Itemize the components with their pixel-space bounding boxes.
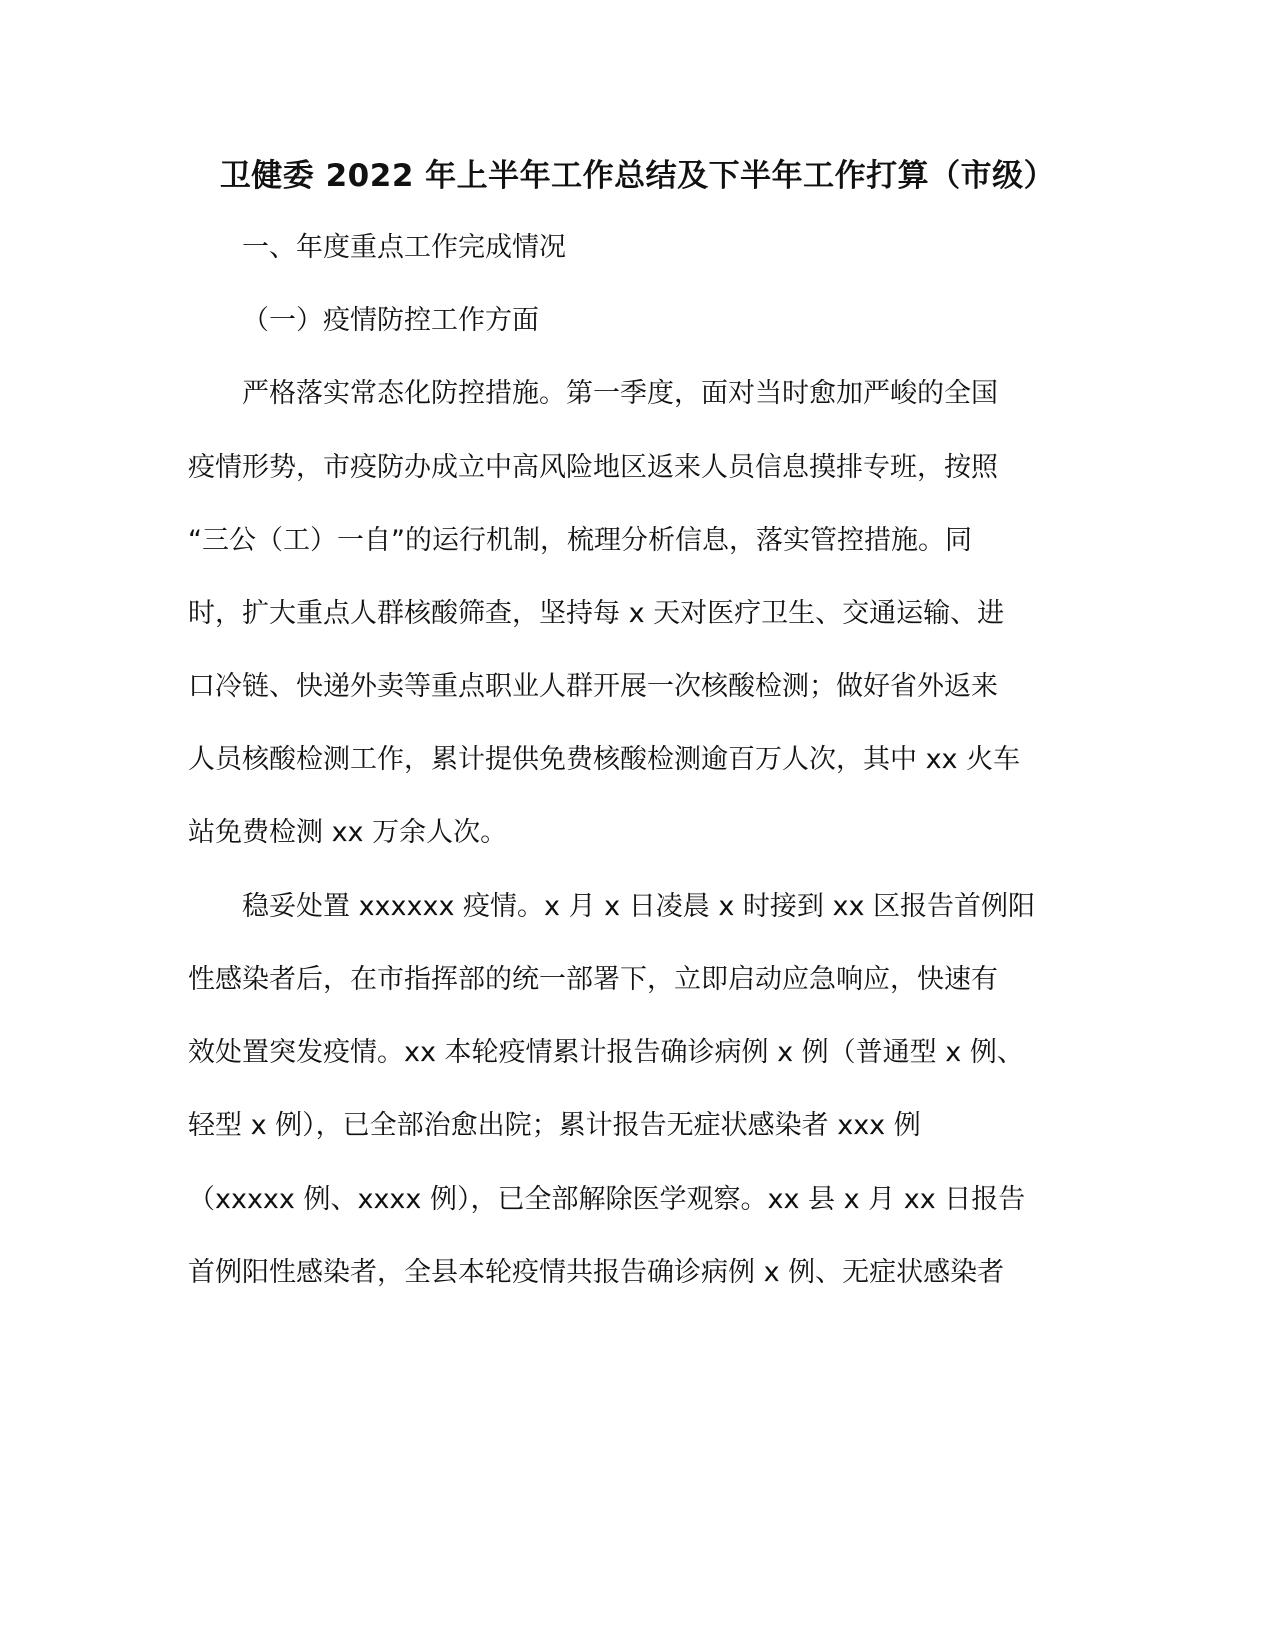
document-title: 卫健委 2022 年上半年工作总结及下半年工作打算（市级） (219, 158, 1056, 194)
paragraph-line: 口冷链、快递外卖等重点职业人群开展一次核酸检测；做好省外返来 (188, 671, 998, 702)
paragraph-line: 轻型 x 例），已全部治愈出院；累计报告无症状感染者 xxx 例 (188, 1110, 921, 1141)
paragraph-line: 疫情形势，市疫防办成立中高风险地区返来人员信息摸排专班，按照 (188, 452, 998, 483)
paragraph-line: 站免费检测 xx 万余人次。 (188, 817, 508, 848)
paragraph-line: 严格落实常态化防控措施。第一季度，面对当时愈加严峻的全国 (242, 378, 998, 409)
section-heading: 一、年度重点工作完成情况 (242, 232, 566, 263)
paragraph-line: 性感染者后，在市指挥部的统一部署下，立即启动应急响应，快速有 (188, 964, 998, 995)
subsection-heading: （一）疫情防控工作方面 (242, 305, 539, 336)
paragraph-line: 首例阳性感染者，全县本轮疫情共报告确诊病例 x 例、无症状感染者 (188, 1257, 1005, 1288)
paragraph-line: 时，扩大重点人群核酸筛查，坚持每 x 天对医疗卫生、交通运输、进 (188, 598, 1005, 629)
paragraph-line: “三公（工）一自”的运行机制，梳理分析信息，落实管控措施。同 (188, 525, 972, 556)
paragraph-line: 效处置突发疫情。xx 本轮疫情累计报告确诊病例 x 例（普通型 x 例、 (188, 1037, 1024, 1068)
paragraph-line: 稳妥处置 xxxxxx 疫情。x 月 x 日凌晨 x 时接到 xx 区报告首例阳 (242, 891, 1036, 922)
paragraph-line: （xxxxx 例、xxxx 例），已全部解除医学观察。xx 县 x 月 xx 日报告 (188, 1184, 1026, 1215)
paragraph-line: 人员核酸检测工作，累计提供免费核酸检测逾百万人次，其中 xx 火车 (188, 744, 1021, 775)
